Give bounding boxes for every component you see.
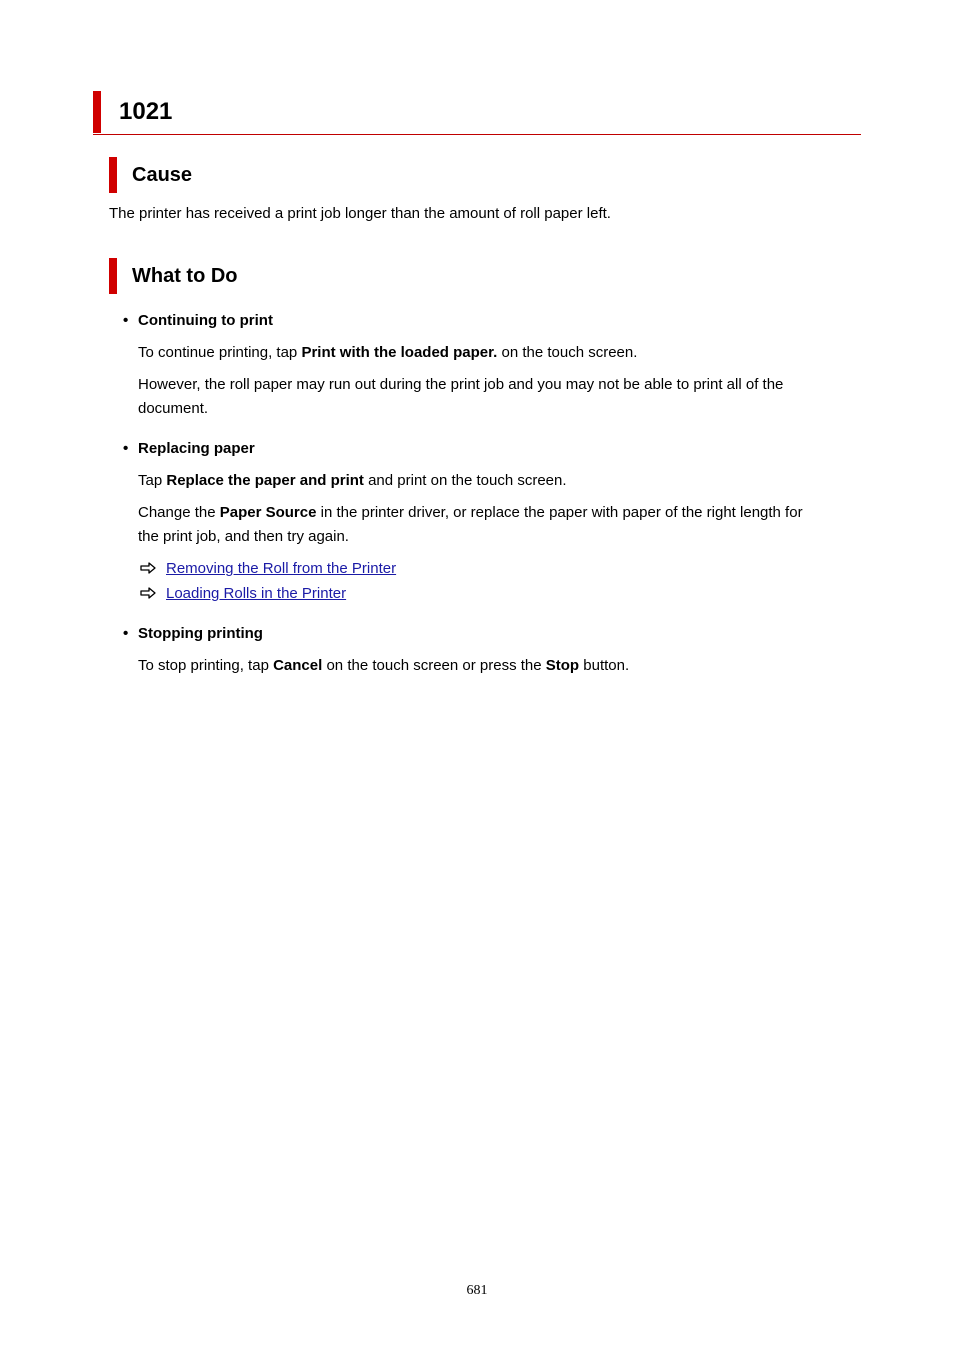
page-title: 1021 [119,98,173,125]
stopping-p1-stop: Stop [545,657,580,674]
bullet-replacing [123,439,255,459]
arrow-right-icon [140,562,156,574]
replacing-p2-bold: Paper Source [219,504,317,521]
continuing-paragraph-1 [138,341,637,365]
bullet-continuing [123,311,273,331]
stopping-p1-pre: To stop printing, tap [138,657,274,674]
replacing-paragraph-2-line1 [138,501,803,525]
what-to-do-heading: What to Do [132,265,238,287]
stopping-paragraph-1 [138,654,629,678]
removing-roll-link[interactable]: Removing the Roll from the Printer [166,560,397,577]
arrow-right-icon [140,587,156,599]
cause-accent-bar [109,157,117,193]
continuing-paragraph-2-line2: document. [138,400,209,417]
bullet-icon: • [123,440,129,457]
title-accent-bar [93,91,101,133]
bullet-stopping [123,624,263,644]
replacing-p1-pre: Tap [138,472,167,489]
link-row-loading-rolls [140,584,346,604]
replacing-title: Replacing paper [138,440,255,457]
continuing-p1-post: on the touch screen. [497,344,638,361]
bullet-icon: • [123,625,129,642]
stopping-title: Stopping printing [138,625,263,642]
continuing-p1-pre: To continue printing, tap [138,344,302,361]
continuing-title: Continuing to print [138,312,273,329]
stopping-p1-mid: on the touch screen or press the [322,657,546,674]
stopping-p1-cancel: Cancel [273,657,323,674]
cause-heading: Cause [132,164,193,186]
replacing-p2-pre: Change the [138,504,220,521]
page-title-block [93,91,861,135]
stopping-p1-post: button. [579,657,630,674]
continuing-paragraph-2-line1: However, the roll paper may run out during the print job and you may not be able to print all of the [138,376,784,393]
replacing-paragraph-2-line2: the print job, and then try again. [138,528,349,545]
replacing-p2-post: in the printer driver, or replace the paper with paper of the right length for [316,504,803,521]
loading-rolls-link[interactable]: Loading Rolls in the Printer [166,585,347,602]
continuing-p1-bold: Print with the loaded paper. [301,344,498,361]
link-row-removing-roll [140,559,396,579]
page-number: 681 [466,1283,488,1298]
replacing-p1-post: and print on the touch screen. [363,472,567,489]
what-to-do-accent-bar [109,258,117,294]
replacing-paragraph-1 [138,469,567,493]
replacing-p1-bold: Replace the paper and print [166,472,364,489]
cause-text: The printer has received a print job longer than the amount of roll paper left. [109,205,611,222]
bullet-icon: • [123,312,129,329]
